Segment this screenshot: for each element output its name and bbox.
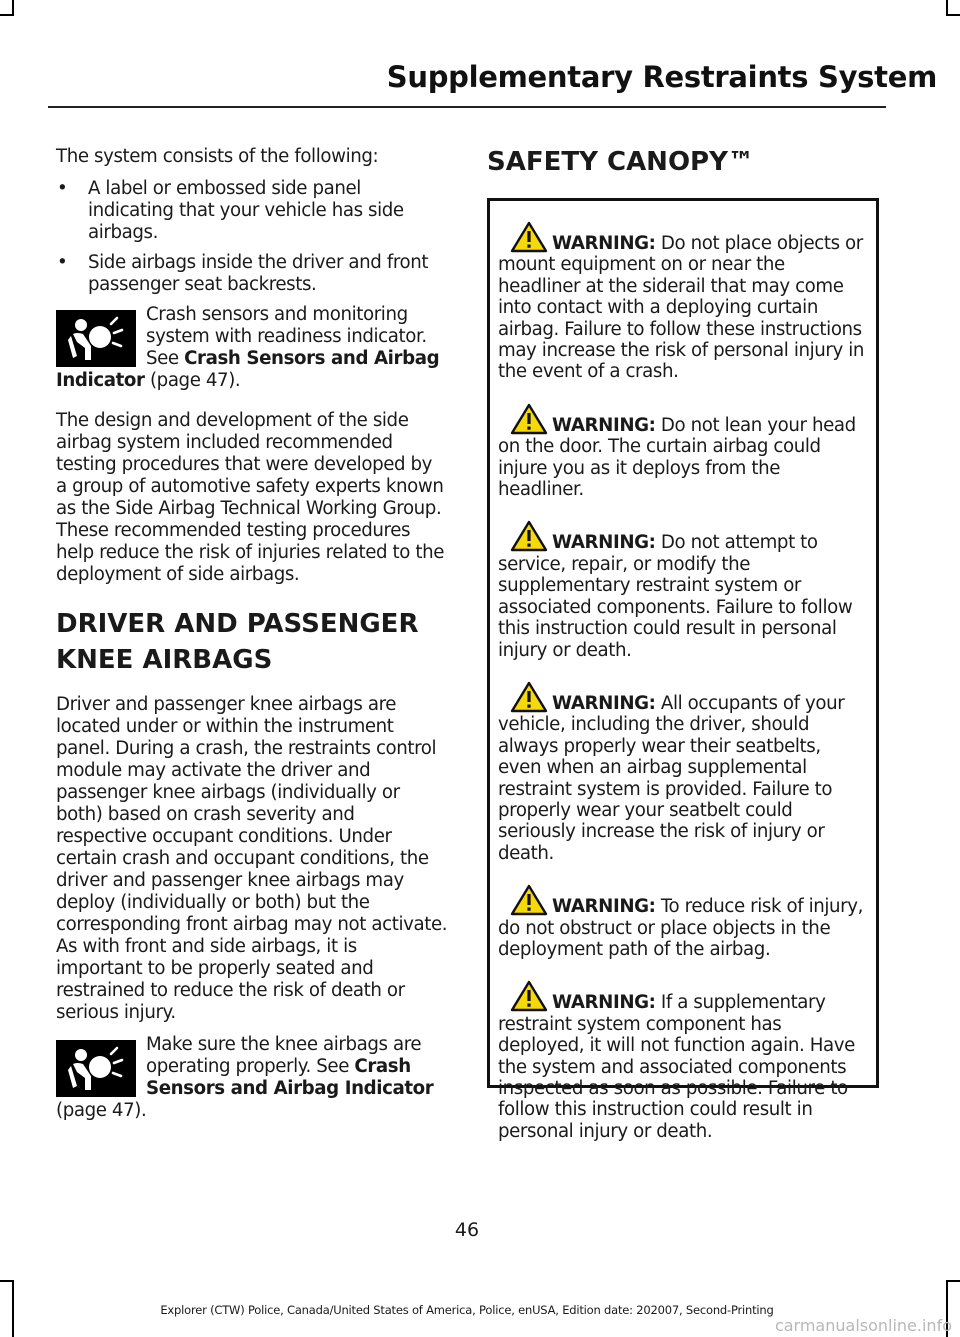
airbag-indicator-icon bbox=[56, 310, 136, 367]
warning-label: WARNING: bbox=[552, 233, 656, 254]
title-divider bbox=[48, 106, 886, 108]
warning-label: WARNING: bbox=[552, 532, 656, 554]
airbag-indicator-icon bbox=[56, 1040, 136, 1097]
warning-triangle-icon bbox=[510, 884, 548, 916]
warning-label: WARNING: bbox=[552, 896, 656, 918]
knee-heading-line-1: DRIVER AND PASSENGER bbox=[56, 609, 419, 639]
crop-mark bbox=[946, 1280, 960, 1282]
warning-text: To reduce risk of injury, do not obstruct or place objects in the deployment path of the airbag. bbox=[498, 896, 863, 960]
warning-text: If a supplementary restraint system component has deployed, it will not function again. Have the system and associated components inspected as soon as possible. Failure to follow this instruction could result in personal injury or death. bbox=[498, 992, 855, 1142]
warning-text: Do not place objects or mount equipment on or near the headliner at the siderail that may come into contact with a deploying curtain airbag. Failure to follow these instructions may increase the risk of personal injury in the event of a crash. bbox=[498, 233, 864, 383]
warning-text: Do not attempt to service, repair, or modify the supplementary restraint system or associated components. Failure to follow this instruction could result in personal injury or death. bbox=[498, 532, 853, 661]
warning-triangle-icon bbox=[510, 520, 548, 552]
crash-sensors-link[interactable]: Crash Sensors and Airbag Indicator bbox=[146, 1056, 434, 1099]
warning-label: WARNING: bbox=[552, 992, 656, 1014]
warning-label: WARNING: bbox=[552, 414, 656, 436]
warning-triangle-icon bbox=[510, 221, 548, 253]
knee-check-paragraph bbox=[56, 1034, 448, 1122]
warning-item bbox=[498, 980, 868, 1142]
warning-triangle-icon bbox=[510, 403, 548, 435]
warning-item bbox=[498, 221, 868, 383]
list-item: • Side airbags inside the driver and front passenger seat backrests. bbox=[56, 252, 448, 296]
crop-mark bbox=[946, 14, 960, 16]
watermark: carmanualsonline.info bbox=[774, 1316, 952, 1335]
warning-item bbox=[498, 520, 868, 660]
list-item: • A label or embossed side panel indicating that your vehicle has side airbags. bbox=[56, 178, 448, 244]
left-column bbox=[56, 146, 448, 1122]
page-number: 46 bbox=[454, 1219, 480, 1241]
knee-heading-line-2: KNEE AIRBAGS bbox=[56, 645, 273, 675]
page-reference: (page 47). bbox=[56, 1100, 147, 1121]
knee-airbags-heading bbox=[56, 608, 448, 676]
safety-canopy-heading: SAFETY CANOPY™ bbox=[487, 147, 754, 177]
page-reference: (page 47). bbox=[144, 370, 241, 391]
knee-paragraph: Driver and passenger knee airbags are located under or within the instrument panel. During a crash, the restraints control module may activate the driver and passenger knee airbags (individually or both) based on crash severity and respective occupant conditions. Under certain crash and occupant conditions, the driver and passenger knee airbags may deploy (individually or both) but the corresponding front airbag may not activate. As with front and side airbags, it is important to be properly seated and restrained to reduce the risk of death or serious injury. bbox=[56, 694, 448, 1023]
warning-item bbox=[498, 884, 868, 960]
edition-footer: Explorer (CTW) Police, Canada/United States of America, Police, enUSA, Edition date: 202007, Second-Printing bbox=[160, 1303, 774, 1317]
warning-text: All occupants of your vehicle, including the driver, should always properly wear their seatbelts, even when an airbag supplemental restraint system is provided. Failure to properly wear your seatbelt could seriously increase the risk of injury or death. bbox=[498, 692, 845, 864]
design-paragraph: The design and development of the side airbag system included recommended testing procedures that were developed by a group of automotive safety experts known as the Side Airbag Technical Working Group. These recommended testing procedures help reduce the risk of injuries related to the deployment of side airbags. bbox=[56, 410, 445, 585]
warning-label: WARNING: bbox=[552, 692, 656, 714]
crop-mark bbox=[0, 14, 14, 16]
warning-item bbox=[498, 403, 868, 501]
component-list bbox=[56, 178, 448, 296]
page-title: Supplementary Restraints System bbox=[386, 60, 937, 94]
warning-triangle-icon bbox=[510, 980, 548, 1012]
crop-mark bbox=[0, 1280, 14, 1282]
intro-text: The system consists of the following: bbox=[56, 146, 379, 167]
warning-text: Do not lean your head on the door. The curtain airbag could injure you as it deploys from the headliner. bbox=[498, 414, 856, 501]
knee-check-text: Make sure the knee airbags are operating properly. See bbox=[146, 1034, 422, 1077]
sensor-text: Crash sensors and monitoring system with readiness indicator. See bbox=[146, 304, 427, 369]
right-column bbox=[487, 146, 879, 1142]
warning-item bbox=[498, 681, 868, 864]
crash-sensors-link[interactable]: Crash Sensors and Airbag Indicator bbox=[56, 348, 440, 391]
sensor-paragraph bbox=[56, 304, 448, 392]
warnings-box bbox=[487, 198, 879, 1142]
warning-triangle-icon bbox=[510, 681, 548, 713]
